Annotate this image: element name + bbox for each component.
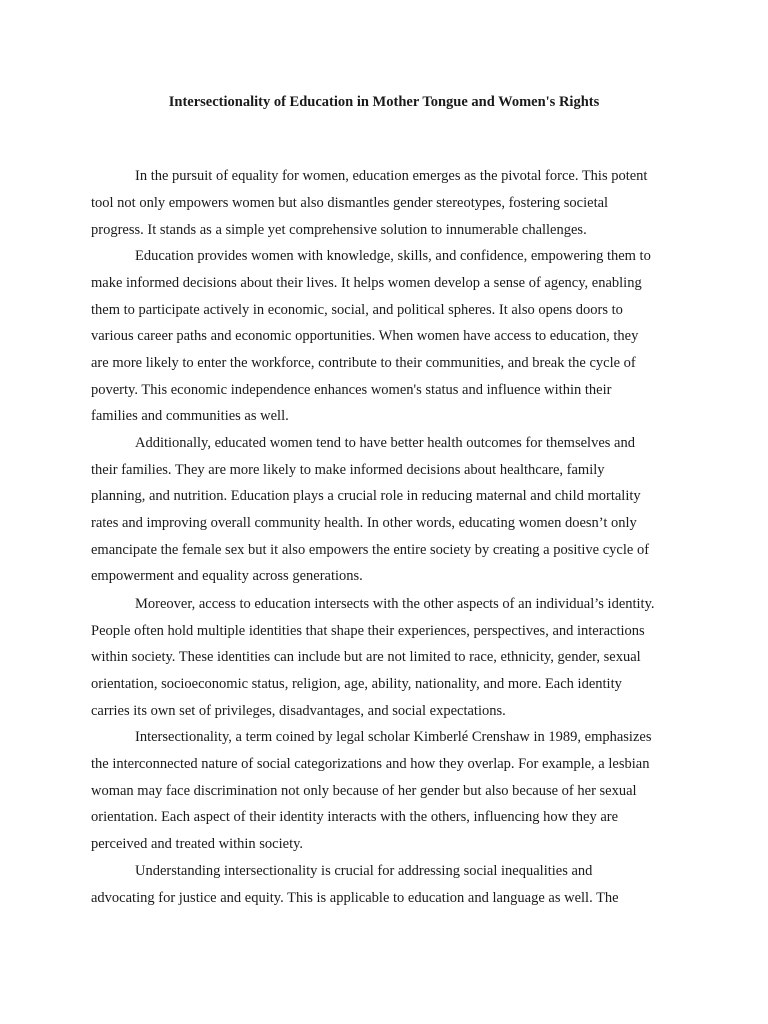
body-text-line: empowerment and equality across generations.: [91, 568, 363, 584]
body-text-line: Education provides women with knowledge, skills, and confidence, empowering them to: [135, 248, 651, 264]
body-text-line: various career paths and economic opportunities. When women have access to education, they: [91, 328, 639, 344]
body-text-line: woman may face discrimination not only because of her gender but also because of her sexual: [91, 783, 637, 799]
body-text-line: perceived and treated within society.: [91, 836, 304, 852]
body-text-line: carries its own set of privileges, disadvantages, and social expectations.: [91, 703, 506, 719]
body-text-line: advocating for justice and equity. This is applicable to education and language as well. The: [91, 890, 619, 906]
body-text-line: emancipate the female sex but it also empowers the entire society by creating a positive cycle of: [91, 542, 650, 558]
body-text-line: orientation. Each aspect of their identity interacts with the others, influencing how they are: [91, 809, 619, 825]
body-text-line: poverty. This economic independence enhances women's status and influence within their: [91, 382, 612, 398]
body-text-line: Understanding intersectionality is crucial for addressing social inequalities and: [135, 863, 593, 879]
body-text-line: Intersectionality, a term coined by legal scholar Kimberlé Crenshaw in 1989, emphasizes: [135, 729, 652, 745]
body-text-line: In the pursuit of equality for women, education emerges as the pivotal force. This potent: [135, 168, 648, 184]
body-text-line: make informed decisions about their lives. It helps women develop a sense of agency, enabling: [91, 275, 642, 291]
body-text-line: them to participate actively in economic, social, and political spheres. It also opens doors to: [91, 302, 623, 318]
body-text-line: rates and improving overall community health. In other words, educating women doesn’t only: [91, 515, 637, 531]
body-text-line: People often hold multiple identities that shape their experiences, perspectives, and interactions: [91, 623, 645, 639]
body-text-line: Additionally, educated women tend to have better health outcomes for themselves and: [135, 435, 635, 451]
body-text-line: planning, and nutrition. Education plays a crucial role in reducing maternal and child mortality: [91, 488, 641, 504]
body-text-line: tool not only empowers women but also dismantles gender stereotypes, fostering societal: [91, 195, 609, 211]
body-text-line: Moreover, access to education intersects with the other aspects of an individual’s identity.: [135, 596, 655, 612]
body-text-line: the interconnected nature of social categorizations and how they overlap. For example, a lesbian: [91, 756, 650, 772]
body-text-line: progress. It stands as a simple yet comprehensive solution to innumerable challenges.: [91, 222, 587, 238]
body-text-line: within society. These identities can include but are not limited to race, ethnicity, gender, sexual: [91, 649, 641, 665]
body-text-line: are more likely to enter the workforce, contribute to their communities, and break the cycle of: [91, 355, 636, 371]
body-text-line: orientation, socioeconomic status, religion, age, ability, nationality, and more. Each identity: [91, 676, 622, 692]
body-text-line: families and communities as well.: [91, 408, 289, 424]
body-text-line: their families. They are more likely to make informed decisions about healthcare, family: [91, 462, 605, 478]
document-title: Intersectionality of Education in Mother Tongue and Women's Rights: [168, 94, 600, 110]
